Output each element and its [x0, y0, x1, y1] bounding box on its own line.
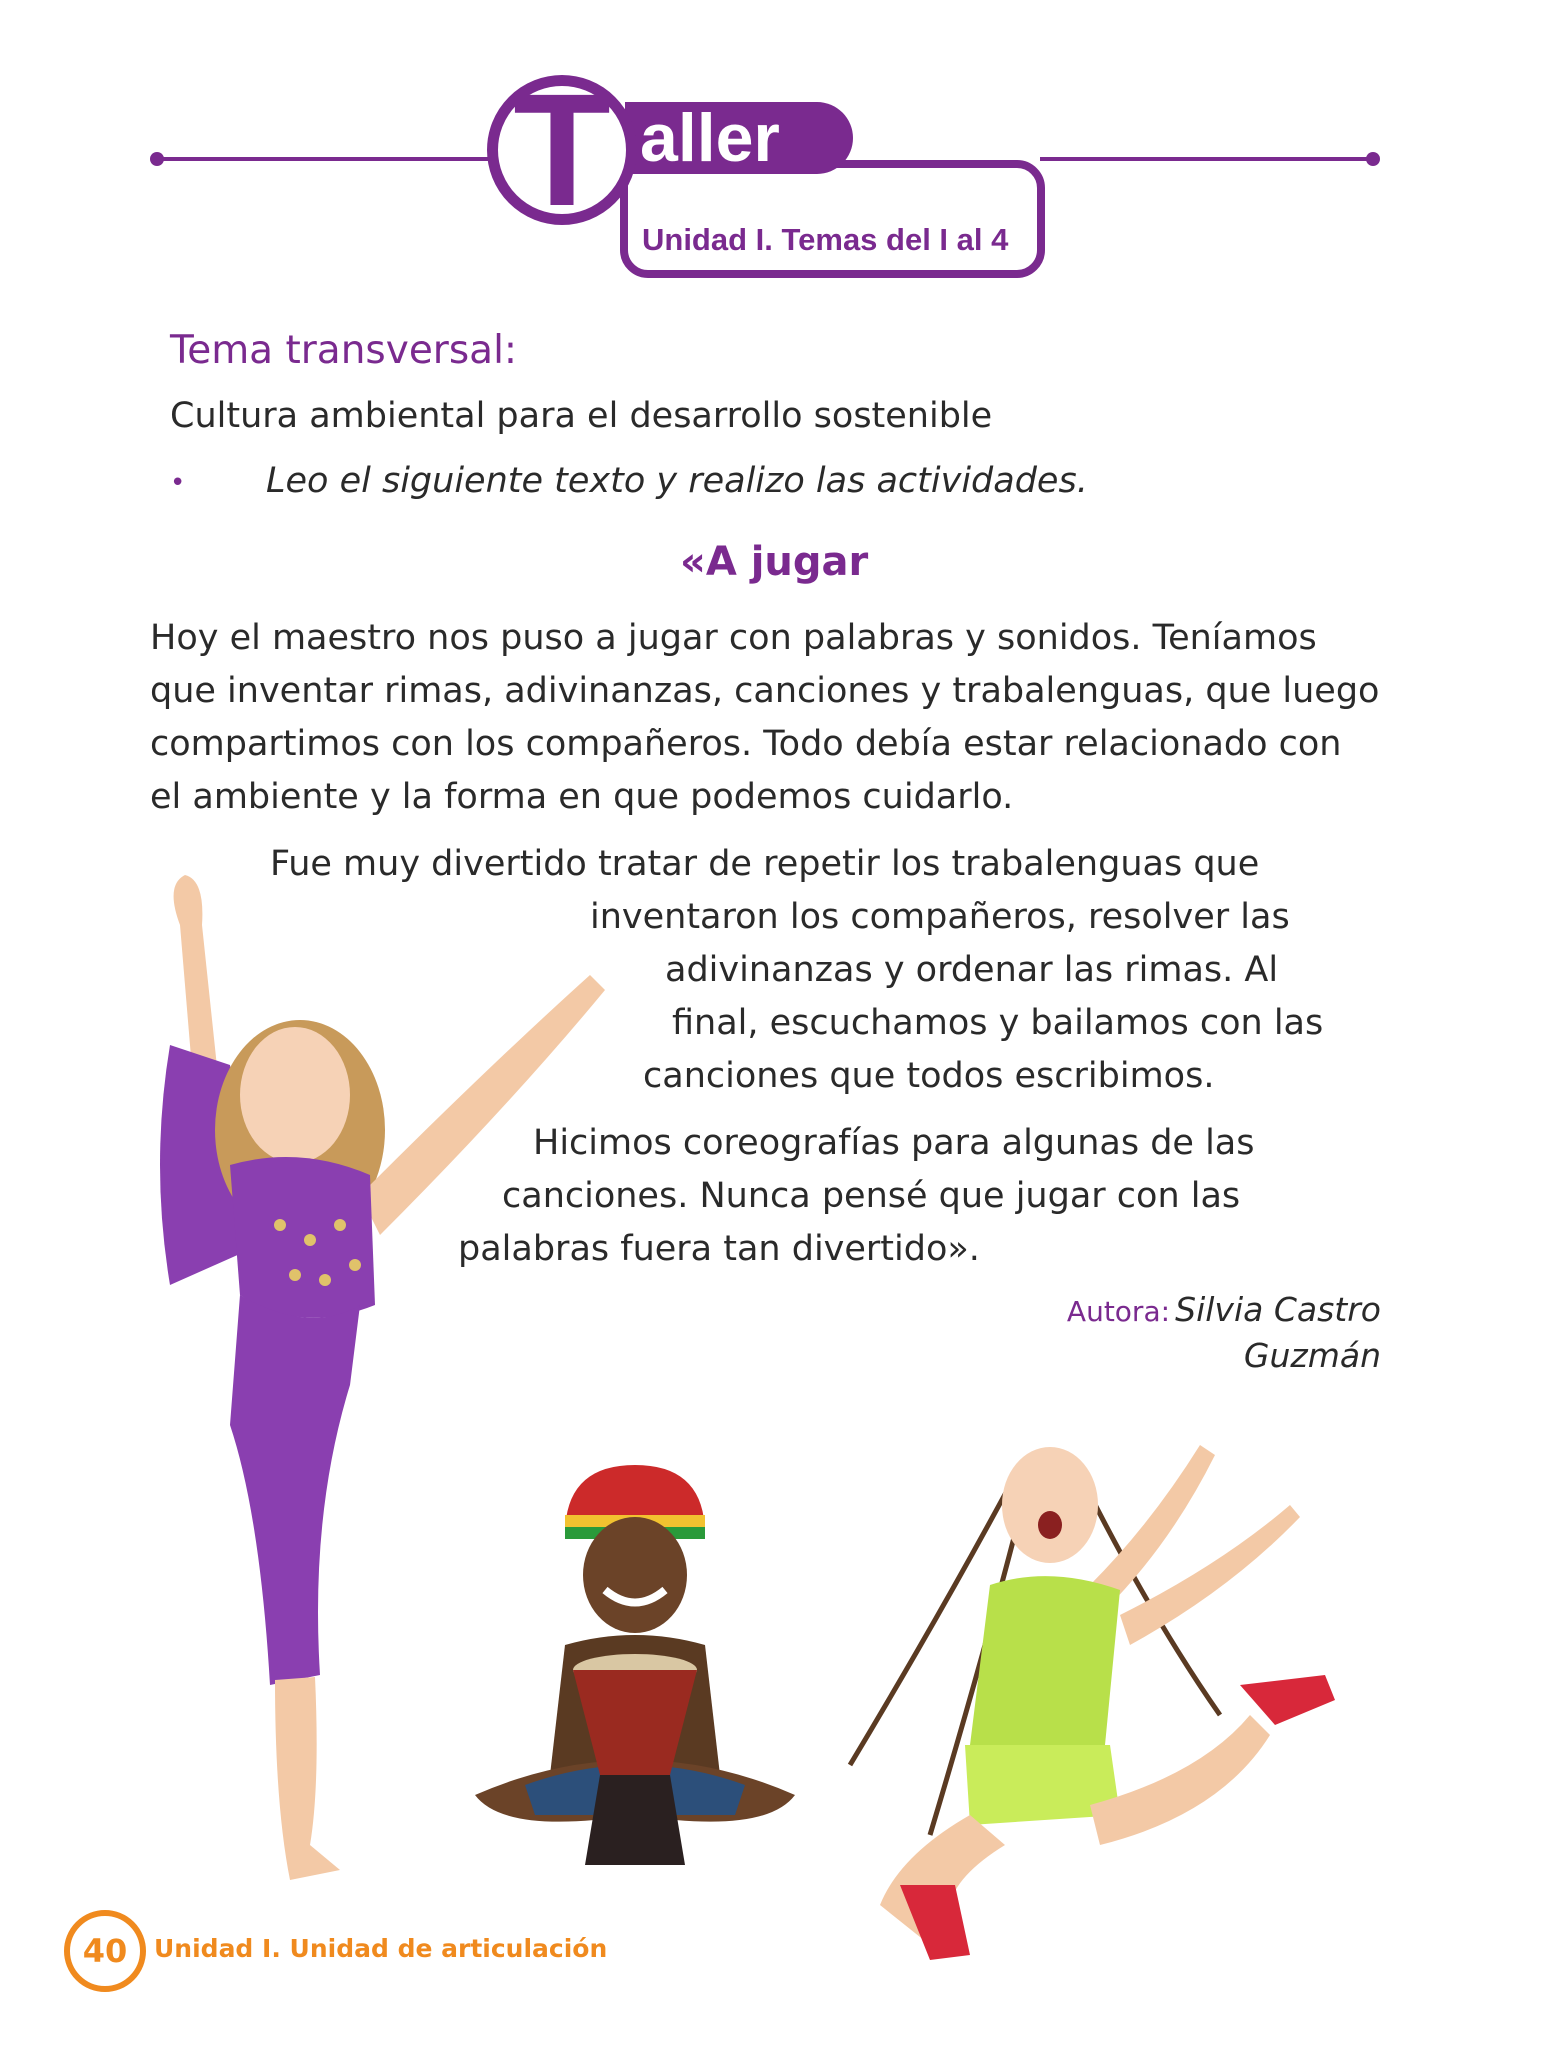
story-line: que inventar rimas, adivinanzas, canciones y trabalenguas, que luego	[150, 671, 1380, 711]
footer-text: Unidad I. Unidad de articulación	[154, 1934, 608, 1963]
story-line: canciones que todos escribimos.	[643, 1056, 1215, 1096]
tema-value: Cultura ambiental para el desarrollo sostenible	[170, 396, 993, 436]
story-title: «A jugar	[680, 539, 869, 585]
story-line: Hicimos coreografías para algunas de las	[533, 1123, 1255, 1163]
author-label: Autora:	[1066, 1295, 1171, 1328]
story-line: palabras fuera tan divertido».	[458, 1229, 980, 1269]
story-line: final, escuchamos y bailamos con las	[672, 1003, 1324, 1043]
header-title-initial: T	[513, 60, 611, 239]
tema-label: Tema transversal:	[170, 328, 518, 373]
instruction-bullet: •	[170, 468, 186, 498]
story-line: Fue muy divertido tratar de repetir los trabalenguas que	[270, 844, 1260, 884]
story-line: canciones. Nunca pensé que jugar con las	[502, 1176, 1241, 1216]
story-line: compartimos con los compañeros. Todo debía estar relacionado con	[150, 724, 1342, 764]
girl-jumping-icon	[820, 1415, 1360, 1980]
author-line	[1067, 1290, 1381, 1329]
header-title-rest: aller	[640, 100, 780, 176]
story-line: adivinanzas y ordenar las rimas. Al	[665, 950, 1279, 990]
header-subtitle: Unidad I. Temas del I al 4	[642, 222, 1009, 257]
author-name-cont: Guzmán	[1243, 1336, 1381, 1375]
subtitle-box	[620, 160, 1045, 278]
story-line: inventaron los compañeros, resolver las	[590, 897, 1290, 937]
story-line: el ambiente y la forma en que podemos cuidarlo.	[150, 777, 1014, 817]
header-rule-dot-right	[1366, 152, 1380, 166]
boy-drummer-icon	[465, 1455, 805, 1880]
story-line: Hoy el maestro nos puso a jugar con palabras y sonidos. Teníamos	[150, 618, 1317, 658]
header-rule-right	[1040, 157, 1375, 161]
author-name: Silvia Castro	[1175, 1290, 1381, 1329]
page-number: 40	[64, 1910, 146, 1992]
header-rule-left	[155, 157, 495, 161]
instruction-text: Leo el siguiente texto y realizo las actividades.	[266, 461, 1088, 501]
header-rule-dot-left	[150, 152, 164, 166]
